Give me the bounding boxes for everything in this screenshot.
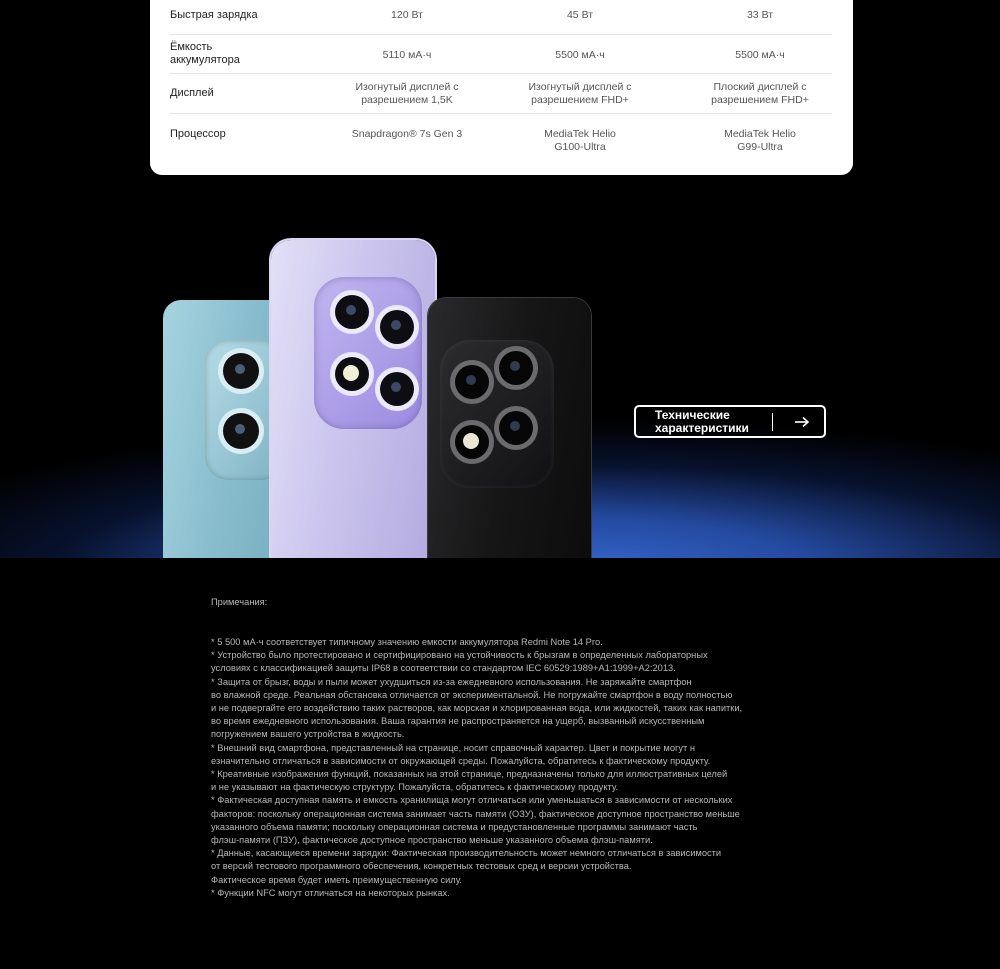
- tech-specs-button-label: Технические характеристики: [655, 408, 749, 435]
- camera-lens-icon: [330, 352, 374, 396]
- note-line: указанного объема памяти; поскольку операционная система и предустановленные программы занимают часть: [211, 821, 698, 832]
- row-label-battery: Ёмкость аккумулятора: [170, 41, 240, 66]
- table-row: [170, 0, 832, 35]
- note-line: * Фактическая доступная память и емкость хранилища могут отличаться или уменьшаться в зависимости от нескольких: [211, 795, 733, 806]
- row-label-processor: Процессор: [170, 128, 226, 140]
- table-row: [170, 113, 832, 163]
- note-line: погружением вашего устройства в жидкость.: [211, 729, 405, 740]
- note-line: езначительно отличаться в зависимости от окружающей среды. Пожалуйста, обратитесь к фактическому продукту.: [211, 755, 711, 766]
- note-line: флэш-памяти (ПЗУ), фактическое доступное пространство меньше указанного объема флэш-памяти.: [211, 835, 653, 846]
- note-line: Фактическое время будет иметь преимущественную силу.: [211, 874, 463, 885]
- cell-value: 45 Вт: [566, 9, 594, 21]
- note-line: * 5 500 мА·ч соответствует типичному значению емкости аккумулятора Redmi Note 14 Pro.: [211, 637, 603, 647]
- hero-banner: [0, 175, 1000, 558]
- note-line: * Функции NFC могут отличаться на некоторых рынках.: [211, 887, 450, 898]
- camera-lens-icon: [375, 305, 419, 349]
- camera-lens-icon: [375, 367, 419, 411]
- note-line: * Креативные изображения функций, показанных на этой странице, предназначены только для иллюстративных целей: [211, 769, 728, 780]
- cell-value: 33 Вт: [746, 9, 774, 21]
- cell-value: MediaTek Helio G99-Ultra: [724, 128, 796, 153]
- cell-value: Плоский дисплей с разрешением FHD+: [711, 81, 809, 106]
- note-line: * Устройство было протестировано и сертифицировано на устойчивость к брызгам в определенных лабораторных: [211, 650, 708, 661]
- camera-lens-icon: [218, 348, 264, 394]
- note-line: во влажной среде. Реальная обстановка отличается от экспериментальной. Не погружайте смартфон в воду полностью: [211, 689, 733, 700]
- camera-lens-icon: [330, 290, 374, 334]
- note-line: условиях с классификацией защиты IP68 в соответствии со стандартом IEC 60529:1989+A1:1999+A2:2013.: [211, 663, 676, 674]
- camera-lens-icon: [494, 406, 538, 450]
- tech-specs-button[interactable]: [634, 405, 826, 438]
- phone-black-image: [428, 298, 591, 558]
- cell-value: MediaTek Helio G100-Ultra: [544, 128, 616, 153]
- table-row: [170, 73, 832, 114]
- note-line: во время ежедневного использования. Ваша гарантия не распространяется на ущерб, вызванный искусственным: [211, 716, 705, 727]
- note-line: * Внешний вид смартфона, представленный на странице, носит справочный характер. Цвет и покрытие могут н: [211, 742, 696, 753]
- cell-value: 5110 мА·ч: [382, 49, 432, 61]
- camera-lens-icon: [218, 408, 264, 454]
- cell-value: Изогнутый дисплей с разрешением 1,5K: [355, 81, 459, 106]
- button-divider: [772, 413, 773, 431]
- table-row: [170, 34, 832, 74]
- phone-lavender-image: [271, 240, 435, 558]
- camera-lens-icon: [450, 420, 494, 464]
- notes-body: [211, 636, 791, 900]
- note-line: и не подвергайте его воздействию таких растворов, как морская и хлорированная вода, или жидкостей, таких как напитки,: [211, 703, 743, 714]
- row-label-display: Дисплей: [170, 87, 214, 99]
- notes-title: Примечания:: [211, 597, 268, 607]
- camera-lens-icon: [494, 346, 538, 390]
- note-line: от версий тестового программного обеспечения, конкретных тестовых сред и версии устройства.: [211, 861, 632, 872]
- cell-value: Snapdragon® 7s Gen 3: [351, 128, 463, 140]
- row-label-fast-charging: Быстрая зарядка: [170, 9, 258, 21]
- note-line: факторов: поскольку операционная система занимает часть памяти (ОЗУ), фактическое доступное пространство меньше: [211, 808, 740, 819]
- note-line: * Защита от брызг, воды и пыли может ухудшиться из-за ежедневного использования. Не заряжайте смартфон: [211, 676, 692, 687]
- cell-value: 120 Вт: [391, 9, 423, 21]
- camera-lens-icon: [450, 360, 494, 404]
- cell-value: 5500 мА·ч: [735, 49, 785, 61]
- arrow-right-icon: [794, 416, 810, 428]
- footnotes-section: [211, 596, 791, 900]
- spec-comparison-table: [150, 0, 853, 175]
- note-line: и не указывают на фактическую структуру. Пожалуйста, обратитесь к фактическому продукту.: [211, 782, 619, 793]
- cell-value: 5500 мА·ч: [555, 49, 605, 61]
- cell-value: Изогнутый дисплей с разрешением FHD+: [528, 81, 632, 106]
- note-line: * Данные, касающиеся времени зарядки: Фактическая производительность может немного отличаться в зависимости: [211, 848, 722, 859]
